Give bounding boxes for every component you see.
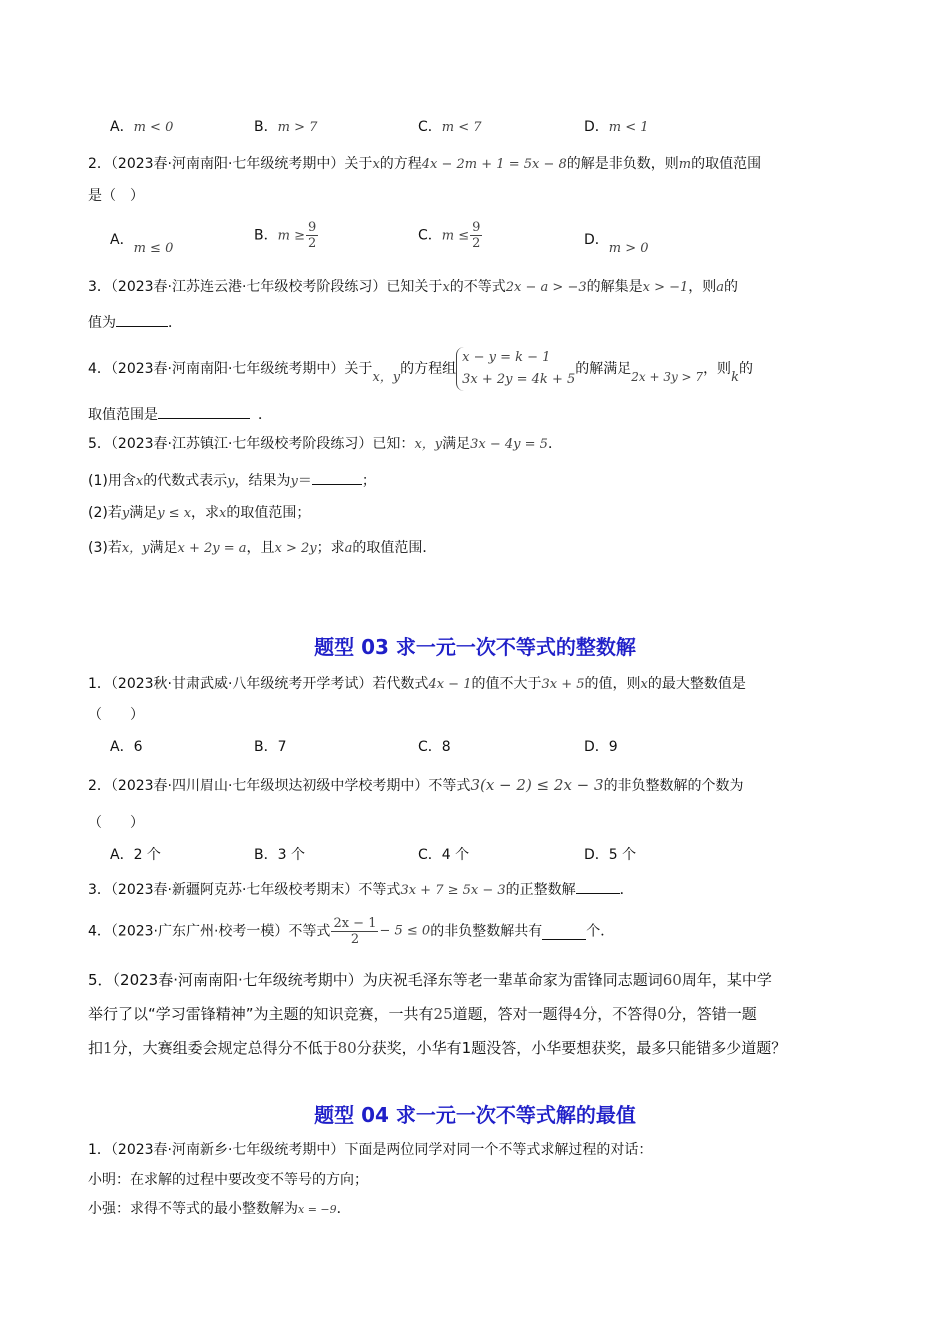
fraction: $\frac{9}{2}$ — [307, 220, 317, 251]
section-heading-04: 题型 04 求一元一次不等式解的最值 — [314, 1103, 636, 1127]
option-a: A．2 个 — [110, 847, 161, 863]
problem-5-sub-2: (2)若y满足y ≤ x，求x的取值范围； — [88, 505, 311, 521]
answer-blank[interactable] — [116, 311, 168, 327]
answer-blank[interactable] — [312, 469, 362, 485]
math-expression: m > 7 — [277, 120, 318, 135]
option-b: B．3 个 — [254, 847, 305, 863]
type03-problem-1-line-2: （ ） — [88, 707, 144, 723]
type03-problem-4: 4．（2023·广东广州·校考一模）不等式 $\frac{2x - 1}{2}$ − 5 ≤ 0的非负整数解共有 个． — [88, 916, 615, 947]
type04-problem-1-line-1: 1．（2023春·河南新乡·七年级统考期中）下面是两位同学对同一个不等式求解过程的对话： — [88, 1142, 653, 1158]
type03-problem-5-line-1: 5．（2023春·河南南阳·七年级统考期中）为庆祝毛泽东等老一辈革命家为雷锋同志题词60周年，某中学 — [88, 971, 772, 989]
option-d: D．9 — [584, 739, 618, 755]
option-d: D．m < 1 — [584, 119, 649, 135]
math-expression: m < 1 — [608, 120, 649, 135]
math-expression: m < 7 — [441, 120, 482, 135]
answer-blank[interactable] — [576, 878, 620, 894]
option-a: A．6 — [110, 739, 143, 755]
type03-problem-5-line-2: 举行了以“学习雷锋精神”为主题的知识竞赛，一共有25道题，答对一题得4分，不答得0分，答错一题 — [88, 1005, 757, 1023]
fraction: $\frac{9}{2}$ — [472, 220, 481, 251]
answer-blank[interactable] — [542, 924, 586, 940]
type04-problem-1-line-2: 小明：在求解的过程中要改变不等号的方向； — [88, 1172, 368, 1188]
fraction: $\frac{2x - 1}{2}$ — [333, 916, 377, 947]
problem-5-sub-1: (1)用含x的代数式表示y，结果为y＝ ； — [88, 469, 376, 492]
equation: 4x − 2m + 1 = 5x − 8 — [421, 157, 567, 172]
option-c: C．8 — [418, 739, 451, 755]
type03-problem-1-line-1: 1．（2023秋·甘肃武威·八年级统考开学考试）若代数式4x − 1的值不大于3x + 5的值，则x的最大整数值是 — [88, 676, 746, 692]
type03-problem-2-line-1: 2．（2023春·四川眉山·七年级坝达初级中学校考期中）不等式3(x − 2) ≤ 2x − 3的非负整数解的个数为 — [88, 776, 744, 794]
option-c: C．m ≤ $\frac{9}{2}$ — [418, 220, 481, 251]
problem-3-line-2: 值为 ． — [88, 311, 182, 333]
option-a: A．m < 0 — [110, 119, 174, 135]
problem-4-line-1: 4．（2023春·河南南阳·七年级统考期中）关于x，y的方程组 x − y = k − 1 3x + 2y = 4k + 5 的解满足2x + 3y > 7，则k的 — [88, 347, 753, 391]
problem-2-line-1: 2．（2023春·河南南阳·七年级统考期中）关于x的方程4x − 2m + 1 = 5x − 8的解是非负数，则m的取值范围 — [88, 156, 762, 172]
type03-problem-2-line-2: （ ） — [88, 815, 144, 831]
type03-problem-5-line-3: 扣1分，大赛组委会规定总得分不低于80分获奖，小华有1题没答，小华要想获奖，最多只能错多少道题？ — [88, 1039, 787, 1057]
problem-5-line-1: 5．（2023春·江苏镇江·七年级校考阶段练习）已知：x，y满足3x − 4y = 5． — [88, 436, 562, 452]
option-b: B．7 — [254, 739, 287, 755]
type04-problem-1-line-3: 小强：求得不等式的最小整数解为x = −9． — [88, 1201, 351, 1217]
option-b: B．m ≥ $\frac{9}{2}$ — [254, 220, 317, 251]
option-d: D．5 个 — [584, 847, 637, 863]
problem-4-line-2: 取值范围是 ． — [88, 403, 272, 425]
problem-3-line-1: 3．（2023春·江苏连云港·七年级校考阶段练习）已知关于x的不等式2x − a > −3的解集是x > −1，则a的 — [88, 279, 739, 295]
option-a: A．m ≤ 0 — [110, 232, 174, 256]
type03-problem-3: 3．（2023春·新疆阿克苏·七年级校考期末）不等式3x + 7 ≥ 5x − 3的正整数解 ． — [88, 878, 634, 901]
option-c: C．4 个 — [418, 847, 470, 863]
option-d: D．m > 0 — [584, 232, 649, 256]
option-b: B．m > 7 — [254, 119, 318, 135]
answer-blank[interactable] — [158, 403, 250, 419]
option-c: C．m < 7 — [418, 119, 482, 135]
math-expression: m < 0 — [133, 120, 174, 135]
section-heading-03: 题型 03 求一元一次不等式的整数解 — [314, 635, 636, 659]
problem-5-sub-3: (3)若x，y满足x + 2y = a，且x > 2y；求a的取值范围． — [88, 540, 437, 556]
problem-2-line-2: 是（ ） — [88, 188, 144, 204]
equation-system: x − y = k − 1 3x + 2y = 4k + 5 — [456, 347, 575, 391]
